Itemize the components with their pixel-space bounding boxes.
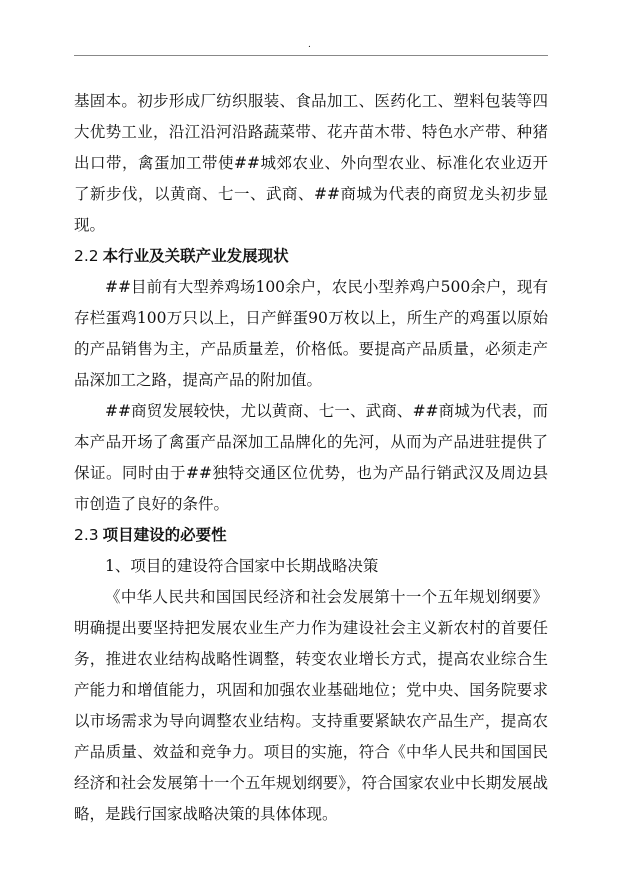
subheading-1: 1、项目的建设符合国家中长期战略决策 xyxy=(105,557,379,575)
paragraph-commerce: ##商贸发展较快，尤以黄商、七一、武商、##商城为代表，而本产品开场了禽蛋产品深加工品牌化的先河，从而为产品进驻提供了保证。同时由于##独特交通区位优势，也为产品行销武汉及周边县市创造了良好的条件。 xyxy=(74,402,548,513)
section-number: 2.3 xyxy=(74,526,99,544)
header-mark: . xyxy=(308,40,311,50)
header-rule xyxy=(74,55,548,56)
section-title: 项目建设的必要性 xyxy=(102,526,227,544)
section-heading-2-3 xyxy=(74,520,548,551)
paragraph-national-strategy: 《中华人民共和国国民经济和社会发展第十一个五年规划纲要》明确提出要坚持把发展农业生产力作为建设社会主义新农村的首要任务，推进农业结构战略性调整，转变农业增长方式，提高农业综合生产能力和增值能力，巩固和加强农业基础地位；党中央、国务院要求以市场需求为导向调整农业结构。支持重要紧缺农产品生产，提高农产品质量、效益和竞争力。项目的实施，符合《中华人民共和国国民经济和社会发展第十一个五年规划纲要》，符合国家农业中长期发展战略，是践行国家战略决策的具体体现。 xyxy=(74,588,548,823)
paragraph-industry-status: ##目前有大型养鸡场100余户，农民小型养鸡户500余户，现有存栏蛋鸡100万只以上，日产鲜蛋90万枚以上，所生产的鸡蛋以原始的产品销售为主，产品质量差，价格低。要提高产品质量，必须走产品深加工之路，提高产品的附加值。 xyxy=(74,278,548,389)
paragraph-continuation: 基固本。初步形成厂纺织服装、食品加工、医药化工、塑料包装等四大优势工业，沿江沿河沿路蔬菜带、花卉苗木带、特色水产带、种猪出口带，禽蛋加工带使##城郊农业、外向型农业、标准化农业迈开了新步伐，以黄商、七一、武商、##商城为代表的商贸龙头初步显现。 xyxy=(74,92,548,234)
section-title: 本行业及关联产业发展现状 xyxy=(102,247,289,265)
page-body xyxy=(74,86,548,830)
section-number: 2.2 xyxy=(74,247,99,265)
section-heading-2-2 xyxy=(74,241,548,272)
